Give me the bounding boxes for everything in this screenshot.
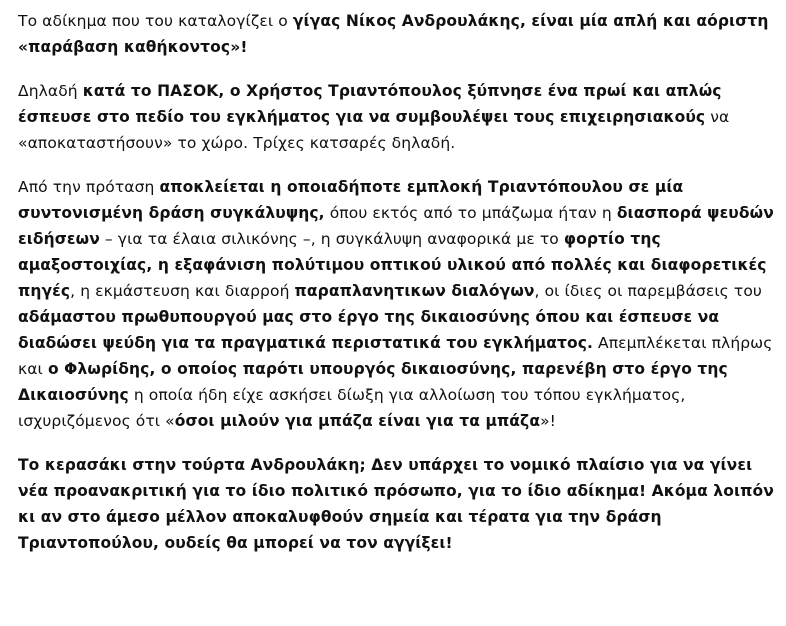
paragraph-1 xyxy=(18,8,778,60)
text-run-bold: ο Φλωρίδης, ο οποίος παρότι υπουργός δικαιοσύνης, παρενέβη στο έργο της Δικαιοσύνης xyxy=(18,360,728,404)
text-run-bold: αδάμαστου πρωθυπουργού μας στο έργο της δικαιοσύνης όπου και έσπευσε να διαδώσει ψεύδη για τα πραγματικά περιστατικά του εγκλήματος. xyxy=(18,308,720,352)
text-run: – για τα έλαια σιλικόνης –, η συγκάλυψη αναφορικά με το xyxy=(99,230,564,248)
paragraph-4 xyxy=(18,452,778,556)
text-run: η οποία ήδη είχε ασκήσει δίωξη για αλλοίωση του τόπου εγκλήματος, ισχυριζόμενος ότι « xyxy=(18,386,686,430)
text-run-bold: αποκλείεται η οποιαδήποτε εμπλοκή Τριαντόπουλου σε μία συντονισμένη δράση συγκάλυψης, xyxy=(18,178,684,222)
text-run-bold: παραπλανητικων διαλόγων xyxy=(294,282,535,300)
text-run: Απεμπλέκεται πλήρως και xyxy=(18,334,773,378)
paragraph-2 xyxy=(18,78,778,156)
paragraph-3 xyxy=(18,174,778,434)
article-body xyxy=(18,8,778,574)
text-run: »! xyxy=(540,412,556,430)
text-run-bold: γίγας Νίκος Ανδρουλάκης, είναι μία απλή και αόριστη «παράβαση καθήκοντος»! xyxy=(18,12,769,56)
text-run: Δηλαδή xyxy=(18,82,83,100)
text-run-bold: φορτίο της αμαξοστοιχίας, η εξαφάνιση πολύτιμου οπτικού υλικού από πολλές και διαφορετικές πηγές xyxy=(18,230,767,300)
text-run: , οι ίδιες οι παρεμβάσεις του xyxy=(534,282,762,300)
text-run: όπου εκτός από το μπάζωμα ήταν η xyxy=(324,204,617,222)
text-run-bold: διασπορά ψευδών ειδήσεων xyxy=(18,204,774,248)
text-run: Το αδίκημα που του καταλογίζει ο xyxy=(18,12,293,30)
text-run-bold: κατά το ΠΑΣΟΚ, ο Χρήστος Τριαντόπουλος ξύπνησε ένα πρωί και απλώς έσπευσε στο πεδίο του εγκλήματος για να συμβουλέψει τους επιχειρησιακούς xyxy=(18,82,722,126)
text-run-bold: όσοι μιλούν για μπάζα είναι για τα μπάζα xyxy=(174,412,541,430)
text-run: Από την πρόταση xyxy=(18,178,160,196)
text-run-bold: Το κερασάκι στην τούρτα Ανδρουλάκη; Δεν υπάρχει το νομικό πλαίσιο για να γίνει νέα προανακριτική για το ίδιο πολιτικό πρόσωπο, για το ίδιο αδίκημα! Ακόμα λοιπόν κι αν στο άμεσο μέλλον αποκαλυφθούν σημεία και τέρατα για την δράση Τριαντοπούλου, ουδείς θα μπορεί να τον αγγίξει! xyxy=(18,456,774,552)
text-run: να «αποκαταστήσουν» το χώρο. Τρίχες κατσαρές δηλαδή. xyxy=(18,108,730,152)
text-run: , η εκμάστευση και διαρροή xyxy=(70,282,295,300)
